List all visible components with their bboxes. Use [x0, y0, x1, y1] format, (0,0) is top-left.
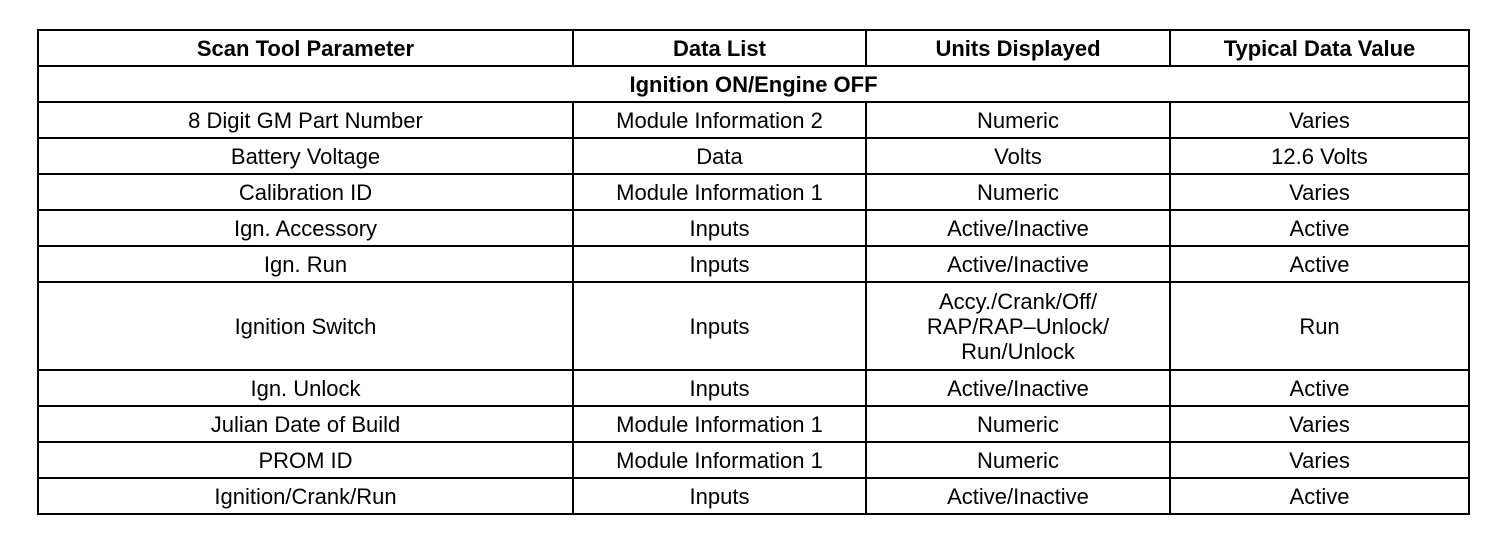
- cell-data-list: Inputs: [573, 282, 866, 370]
- cell-units: Volts: [866, 138, 1170, 174]
- scan-tool-data-table: [37, 29, 1470, 515]
- cell-units: Numeric: [866, 442, 1170, 478]
- cell-parameter: 8 Digit GM Part Number: [38, 102, 573, 138]
- cell-units: Active/Inactive: [866, 246, 1170, 282]
- table-row: [38, 478, 1469, 514]
- table-row: [38, 138, 1469, 174]
- header-data-list: Data List: [573, 30, 866, 66]
- cell-typical-value: 12.6 Volts: [1170, 138, 1469, 174]
- table-row: [38, 174, 1469, 210]
- cell-units: Active/Inactive: [866, 370, 1170, 406]
- cell-parameter: Ignition Switch: [38, 282, 573, 370]
- cell-data-list: Module Information 1: [573, 174, 866, 210]
- cell-typical-value: Varies: [1170, 406, 1469, 442]
- table-row: [38, 442, 1469, 478]
- cell-parameter: Ign. Accessory: [38, 210, 573, 246]
- cell-typical-value: Varies: [1170, 442, 1469, 478]
- cell-typical-value: Active: [1170, 370, 1469, 406]
- cell-parameter: Ign. Unlock: [38, 370, 573, 406]
- cell-typical-value: Varies: [1170, 102, 1469, 138]
- cell-parameter: Julian Date of Build: [38, 406, 573, 442]
- table-row: [38, 370, 1469, 406]
- cell-data-list: Inputs: [573, 246, 866, 282]
- cell-typical-value: Active: [1170, 246, 1469, 282]
- cell-data-list: Module Information 1: [573, 442, 866, 478]
- cell-typical-value: Varies: [1170, 174, 1469, 210]
- table-row: [38, 246, 1469, 282]
- cell-typical-value: Run: [1170, 282, 1469, 370]
- header-row: [38, 30, 1469, 66]
- cell-data-list: Module Information 2: [573, 102, 866, 138]
- header-units-displayed: Units Displayed: [866, 30, 1170, 66]
- cell-parameter: Ign. Run: [38, 246, 573, 282]
- cell-data-list: Data: [573, 138, 866, 174]
- table-row: [38, 406, 1469, 442]
- table-row: [38, 102, 1469, 138]
- cell-typical-value: Active: [1170, 210, 1469, 246]
- table-row: [38, 282, 1469, 370]
- cell-units: Accy./Crank/Off/ RAP/RAP–Unlock/ Run/Unlock: [866, 282, 1170, 370]
- cell-parameter: Battery Voltage: [38, 138, 573, 174]
- cell-data-list: Inputs: [573, 478, 866, 514]
- section-row: [38, 66, 1469, 102]
- header-typical-data-value: Typical Data Value: [1170, 30, 1469, 66]
- cell-data-list: Module Information 1: [573, 406, 866, 442]
- cell-units: Numeric: [866, 174, 1170, 210]
- section-title: Ignition ON/Engine OFF: [38, 66, 1469, 102]
- cell-parameter: PROM ID: [38, 442, 573, 478]
- cell-parameter: Calibration ID: [38, 174, 573, 210]
- cell-units: Numeric: [866, 102, 1170, 138]
- cell-units: Numeric: [866, 406, 1170, 442]
- header-scan-tool-parameter: Scan Tool Parameter: [38, 30, 573, 66]
- cell-data-list: Inputs: [573, 370, 866, 406]
- cell-typical-value: Active: [1170, 478, 1469, 514]
- cell-units: Active/Inactive: [866, 478, 1170, 514]
- cell-units: Active/Inactive: [866, 210, 1170, 246]
- table-row: [38, 210, 1469, 246]
- cell-parameter: Ignition/Crank/Run: [38, 478, 573, 514]
- cell-data-list: Inputs: [573, 210, 866, 246]
